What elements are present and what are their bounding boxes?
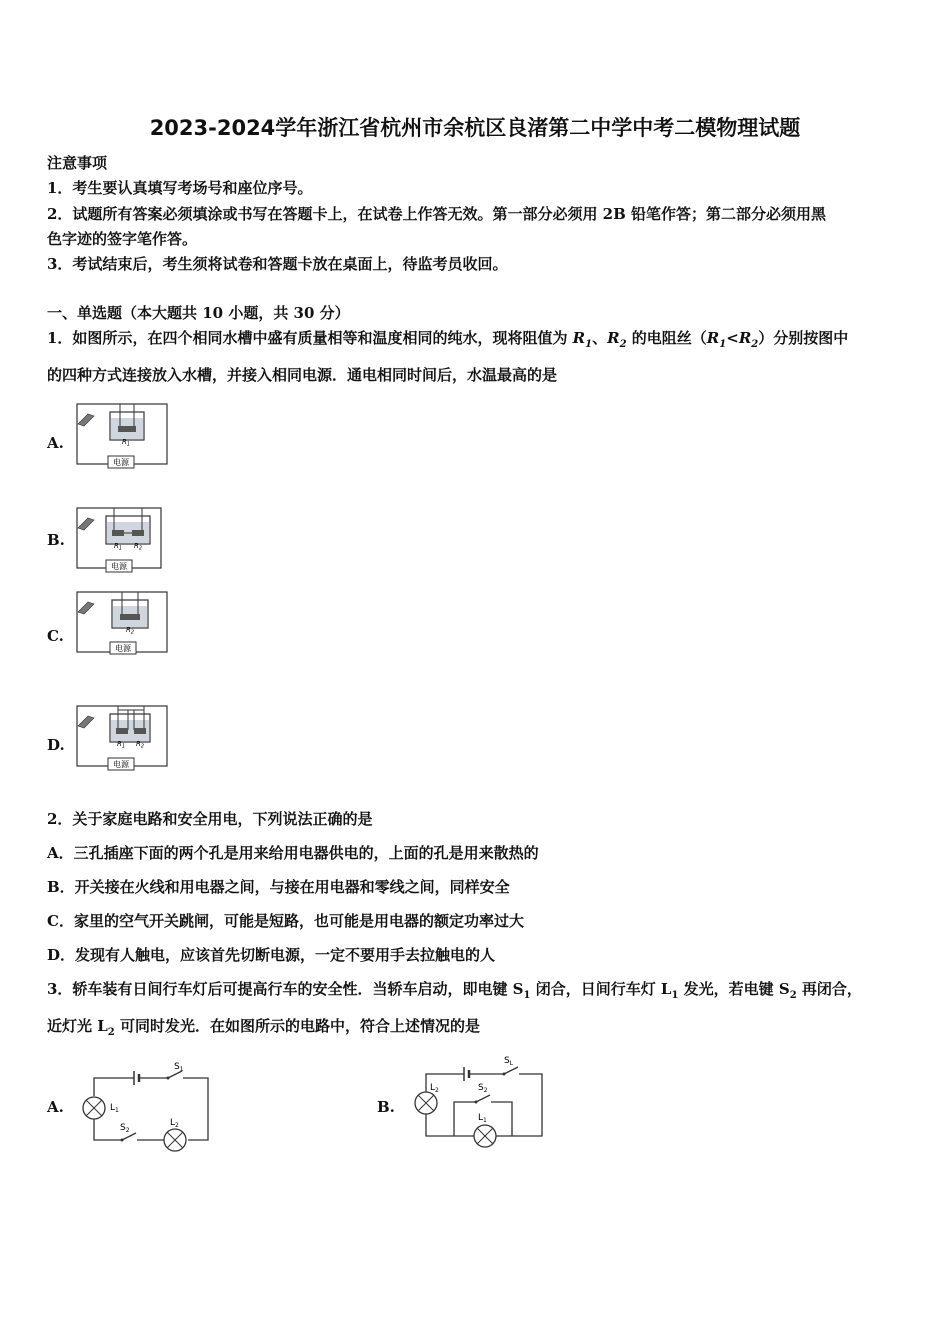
resistor-label: $R_1$ <box>121 438 131 448</box>
q3-text: 发光，若电键 S <box>678 980 790 998</box>
l2-label: $L_2$ <box>170 1118 179 1129</box>
switch-s2 <box>476 1095 490 1102</box>
r2-sub: 2 <box>619 339 627 350</box>
section-heading: 一、单选题（本大题共 10 小题，共 30 分） <box>47 304 350 322</box>
s2-label: $S_2$ <box>120 1123 130 1134</box>
q3-stem-line1 <box>47 978 862 1001</box>
q1-stem-line2: 的四种方式连接放入水槽，并接入相同电源．通电相同时间后，水温最高的是 <box>47 366 558 384</box>
resistor-label: $R_2$ <box>135 740 145 750</box>
q3-text: 闭合，日间行车灯 L <box>530 980 672 998</box>
resistor-coil <box>132 530 144 536</box>
notice-item: 2．试题所有答案必须填涂或书写在答题卡上，在试卷上作答无效。第一部分必须用 2B 铅笔作答；第二部分必须用黑 <box>47 205 827 223</box>
r2-symbol: R <box>607 329 620 347</box>
notice-heading: 注意事项 <box>47 154 108 172</box>
thermometer-icon <box>78 602 94 614</box>
circuit-wire <box>454 1102 476 1136</box>
circuit-wire <box>426 1114 474 1136</box>
circuit-wire <box>94 1078 134 1096</box>
notice-item: 色字迹的签字笔作答。 <box>47 230 198 248</box>
resistor-coil <box>116 728 128 734</box>
l1-sub: 1 <box>671 990 679 1001</box>
resistor-label: $R_2$ <box>125 626 135 636</box>
r1-sub: 1 <box>719 339 727 350</box>
q1-option-b-label: B. <box>47 531 65 549</box>
r2-sub: 2 <box>751 339 759 350</box>
resistor-coil <box>134 728 146 734</box>
q2-option-d: D．发现有人触电，应该首先切断电源，一定不要用手去拉触电的人 <box>47 946 496 964</box>
q3-text: 近灯光 L <box>47 1017 108 1035</box>
q3-text: 可同时发光．在如图所示的电路中，符合上述情况的是 <box>114 1017 480 1035</box>
notice-item: 1．考生要认真填写考场号和座位序号。 <box>47 179 313 197</box>
resistor-coil <box>118 426 136 432</box>
power-label: 电源 <box>113 760 129 769</box>
resistor-coil <box>120 614 140 620</box>
q1-sep: 、 <box>592 329 608 347</box>
circuit-wire <box>496 1074 542 1136</box>
q3-option-b-diagram <box>408 1050 558 1150</box>
s1-label: $S_L$ <box>504 1056 514 1067</box>
q1-option-b-diagram <box>74 502 170 574</box>
l1-label: $L_1$ <box>110 1103 119 1114</box>
s2-sub: 2 <box>789 990 797 1001</box>
r1-symbol: R <box>572 329 586 347</box>
switch-s1 <box>504 1067 518 1074</box>
q2-option-c: C．家里的空气开关跳闸，可能是短路，也可能是用电器的额定功率过大 <box>47 912 524 930</box>
q1-text: 1．如图所示，在四个相同水槽中盛有质量相等和温度相同的纯水，现将阻值为 <box>47 329 573 347</box>
q2-option-a: A．三孔插座下面的两个孔是用来给用电器供电的，上面的孔是用来散热的 <box>47 844 539 862</box>
q3-text: 3．轿车装有日间行车灯后可提高行车的安全性．当轿车启动，即电键 S <box>47 980 524 998</box>
r2-symbol: R <box>738 329 752 347</box>
resistor-label: $R_2$ <box>133 542 143 552</box>
thermometer-icon <box>78 414 94 426</box>
s2-label: $S_2$ <box>478 1083 488 1094</box>
power-label: 电源 <box>115 644 131 653</box>
q2-option-b: B．开关接在火线和用电器之间，与接在用电器和零线之间，同样安全 <box>47 878 510 896</box>
l2-label: $L_2$ <box>430 1083 439 1094</box>
switch-contact <box>121 1139 124 1142</box>
switch-s2 <box>122 1133 136 1140</box>
thermometer-icon <box>78 518 94 530</box>
q1-option-a-diagram <box>74 398 170 470</box>
q1-option-c-diagram <box>74 586 172 658</box>
circuit-wire <box>183 1078 208 1140</box>
switch-contact <box>475 1101 478 1104</box>
q1-option-d-diagram <box>74 700 172 774</box>
q1-text: ）分别按图中 <box>758 329 849 347</box>
q3-option-b-label: B. <box>377 1098 395 1116</box>
q2-stem: 2．关于家庭电路和安全用电，下列说法正确的是 <box>47 810 373 828</box>
q3-option-a-label: A. <box>47 1098 64 1116</box>
power-label: 电源 <box>113 458 129 467</box>
thermometer-icon <box>78 716 94 728</box>
less-than: < <box>726 329 739 347</box>
q3-option-a-diagram <box>78 1058 218 1154</box>
power-label: 电源 <box>111 562 127 571</box>
resistor-label: $R_1$ <box>113 542 123 552</box>
q1-option-d-label: D. <box>47 736 65 754</box>
r1-sub: 1 <box>585 339 593 350</box>
resistor-coil <box>112 530 124 536</box>
circuit-wire <box>94 1119 122 1140</box>
s1-sub: 1 <box>523 990 531 1001</box>
switch-contact <box>503 1073 506 1076</box>
l2-sub: 2 <box>107 1027 115 1038</box>
q3-text: 再闭合， <box>796 980 862 998</box>
q1-stem-line1 <box>47 327 848 350</box>
l1-label: $L_1$ <box>478 1113 487 1124</box>
switch-contact <box>167 1077 170 1080</box>
notice-item: 3．考试结束后，考生须将试卷和答题卡放在桌面上，待监考员收回。 <box>47 255 508 273</box>
resistor-label: $R_1$ <box>116 740 126 750</box>
q1-text: 的电阻丝（ <box>626 329 707 347</box>
s1-label: $S_1$ <box>174 1062 184 1073</box>
q3-stem-line2 <box>47 1015 480 1038</box>
r1-symbol: R <box>706 329 720 347</box>
q1-option-a-label: A. <box>47 434 64 452</box>
q1-option-c-label: C. <box>47 627 64 645</box>
page-title: 2023-2024学年浙江省杭州市余杭区良渚第二中学中考二模物理试题 <box>149 116 801 140</box>
